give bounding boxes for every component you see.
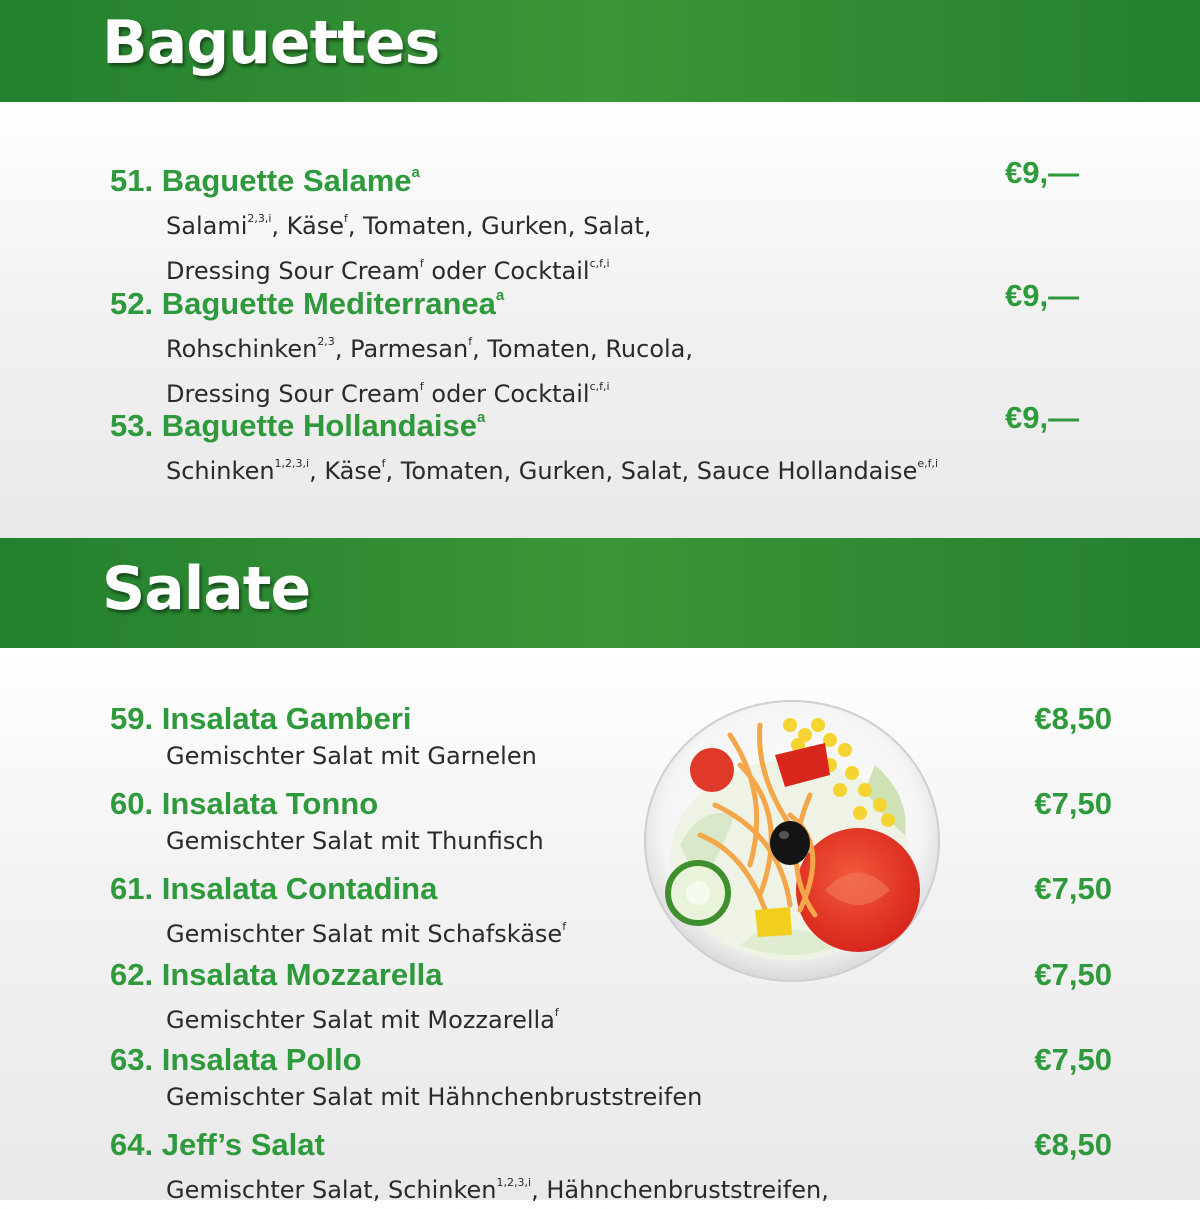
description-text: , Tomaten, Rucola, (472, 335, 694, 363)
item-description (166, 200, 651, 245)
menu-item (110, 154, 651, 290)
item-description (166, 908, 566, 953)
description-text: Gemischter Salat mit Thunfisch (166, 827, 544, 855)
item-name: 51. Baguette Salame$^a$ (110, 163, 420, 198)
menu-item (110, 1126, 829, 1209)
allergen-code: f (381, 457, 386, 470)
menu-item (110, 785, 544, 860)
allergen-code: 2,3 (317, 335, 335, 348)
menu-item (110, 700, 537, 775)
salad-plate-icon (640, 695, 945, 985)
description-text: Dressing Sour Cream (166, 380, 420, 408)
allergen-code: 1,2,3,i (496, 1176, 532, 1189)
description-text: Gemischter Salat mit Schafskäse (166, 920, 563, 948)
item-name: 60. Insalata Tonno (110, 786, 379, 821)
description-text: , Tomaten, Gurken, Salat, Sauce Hollandaise (385, 457, 918, 485)
description-text: Gemischter Salat mit Hähnchenbruststreifen (166, 1083, 703, 1111)
description-text: Schinken (166, 457, 275, 485)
description-text: Gemischter Salat mit Garnelen (166, 742, 537, 770)
item-name: 62. Insalata Mozzarella (110, 957, 443, 992)
allergen-code: f (419, 380, 424, 393)
item-description (166, 738, 537, 775)
item-name: 52. Baguette Mediterranea$^a$ (110, 286, 505, 321)
item-description (166, 1164, 829, 1209)
menu-item (110, 956, 559, 1039)
item-description (166, 323, 693, 368)
description-text: Gemischter Salat, Schinken (166, 1176, 497, 1204)
allergen-code: c,f,i (589, 380, 610, 393)
item-price: €7,50 (1034, 957, 1112, 992)
allergen-code: e,f,i (917, 457, 939, 470)
description-text: , Parmesan (334, 335, 469, 363)
item-name: 61. Insalata Contadina (110, 871, 438, 906)
description-text: , Tomaten, Gurken, Salat, (347, 212, 652, 240)
allergen-code: f (554, 1006, 559, 1019)
item-name: 59. Insalata Gamberi (110, 701, 412, 736)
item-description (166, 823, 544, 860)
item-price: €9,— (1005, 278, 1080, 313)
item-name: 53. Baguette Hollandaise$^a$ (110, 408, 486, 443)
item-price: €9,— (1005, 400, 1080, 435)
menu-item (110, 1041, 702, 1116)
menu-item (110, 399, 938, 490)
allergen-code: f (468, 335, 473, 348)
item-price: €7,50 (1034, 1042, 1112, 1077)
item-description (166, 1079, 702, 1116)
item-price: €8,50 (1034, 1127, 1112, 1162)
allergen-code: f (419, 257, 424, 270)
allergen-code: 1,2,3,i (274, 457, 310, 470)
description-text: , Käse (309, 457, 382, 485)
section-title-salate: Salate (102, 554, 311, 624)
menu-item (110, 277, 693, 413)
item-price: €7,50 (1034, 786, 1112, 821)
description-text: Salami (166, 212, 248, 240)
allergen-code: f (343, 212, 348, 225)
item-name: 64. Jeff’s Salat (110, 1127, 325, 1162)
description-text: Gemischter Salat mit Mozzarella (166, 1006, 555, 1034)
description-text: Dressing Sour Cream (166, 257, 420, 285)
description-text: oder Cocktail (423, 257, 590, 285)
description-text: , Käse (271, 212, 344, 240)
item-price: €9,— (1005, 155, 1080, 190)
item-price: €7,50 (1034, 871, 1112, 906)
baguettes-header (0, 0, 1200, 102)
item-description (166, 445, 938, 490)
description-text: Rohschinken (166, 335, 318, 363)
section-title-baguettes: Baguettes (102, 8, 440, 78)
allergen-code: 2,3,i (247, 212, 272, 225)
salate-header (0, 538, 1200, 648)
allergen-code: c,f,i (589, 257, 610, 270)
description-text: oder Cocktail (423, 380, 590, 408)
item-name: 63. Insalata Pollo (110, 1042, 362, 1077)
allergen-code: f (562, 920, 567, 933)
item-description (166, 994, 559, 1039)
description-text: , Hähnchenbruststreifen, (531, 1176, 829, 1204)
item-price: €8,50 (1034, 701, 1112, 736)
menu-item (110, 870, 566, 953)
